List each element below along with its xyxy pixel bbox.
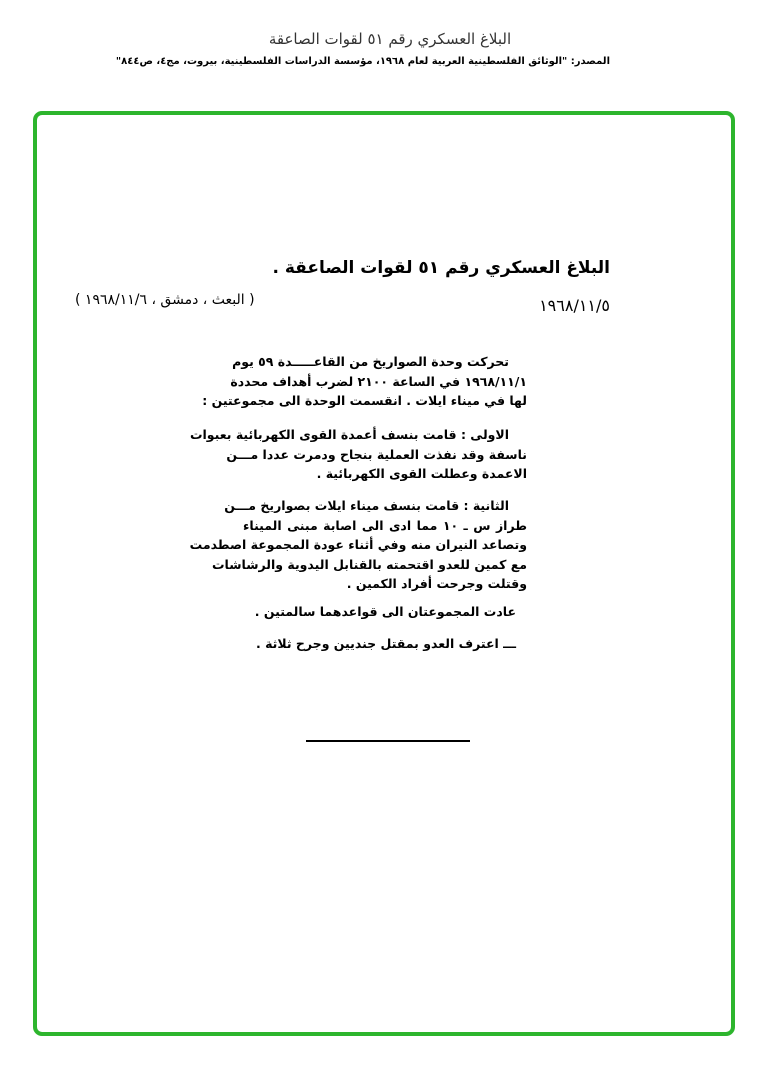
- paragraph-line: الاعمدة وعطلت القوى الكهربائية .: [316, 466, 527, 481]
- paragraph-line: وتصاعد النيران منه وفي أثناء عودة المجموعة اصطدمت: [189, 537, 527, 552]
- paragraph-first-group: [189, 425, 527, 484]
- paragraph-line: الثانية : قامت بنسف ميناء ايلات بصواريخ مـــن: [224, 498, 509, 513]
- paragraph-intro: [202, 352, 527, 411]
- header-title: البلاغ العسكري رقم ٥١ لقوات الصاعقة: [268, 30, 512, 48]
- return-note: عادت المجموعتان الى قواعدهما سالمتين .: [254, 604, 516, 619]
- paragraph-second-group: [189, 496, 527, 594]
- end-rule-divider: [306, 740, 470, 742]
- paragraph-line: الاولى : قامت بنسف أعمدة القوى الكهربائية بعبوات: [189, 427, 509, 442]
- paragraph-line: لها في ميناء ايلات . انقسمت الوحدة الى مجموعتين :: [202, 393, 527, 408]
- document-title: البلاغ العسكري رقم ٥١ لقوات الصاعقة .: [272, 258, 610, 278]
- document-date: ١٩٦٨/١١/٥: [539, 296, 610, 315]
- document-citation: ( البعث ، دمشق ، ١٩٦٨/١١/٦ ): [75, 292, 255, 308]
- paragraph-line: تحركت وحدة الصواريخ من القاعـــــدة ٥٩ يوم: [232, 354, 509, 369]
- enemy-note: ـــ اعترف العدو بمقتل جنديين وجرح ثلاثة .: [255, 636, 516, 651]
- paragraph-line: طراز س ـ ١٠ مما ادى الى اصابة مبنى الميناء: [243, 517, 527, 533]
- header-source: المصدر: "الوثائق الفلسطينية العربية لعام ١٩٦٨، مؤسسة الدراسات الفلسطينية، بيروت، مج٤، ص٨٤٤": [115, 56, 610, 67]
- paragraph-line: وقتلت وجرحت أفراد الكمين .: [346, 576, 527, 591]
- paragraph-line: مع كمين للعدو اقتحمته بالقنابل اليدوية والرشاشات: [211, 556, 527, 572]
- paragraph-line: ١٩٦٨/١١/١ في الساعة ٢١٠٠ لضرب أهداف محددة: [230, 373, 527, 389]
- paragraph-line: ناسفة وقد نفذت العملية بنجاح ودمرت عددا مـــن: [226, 446, 527, 462]
